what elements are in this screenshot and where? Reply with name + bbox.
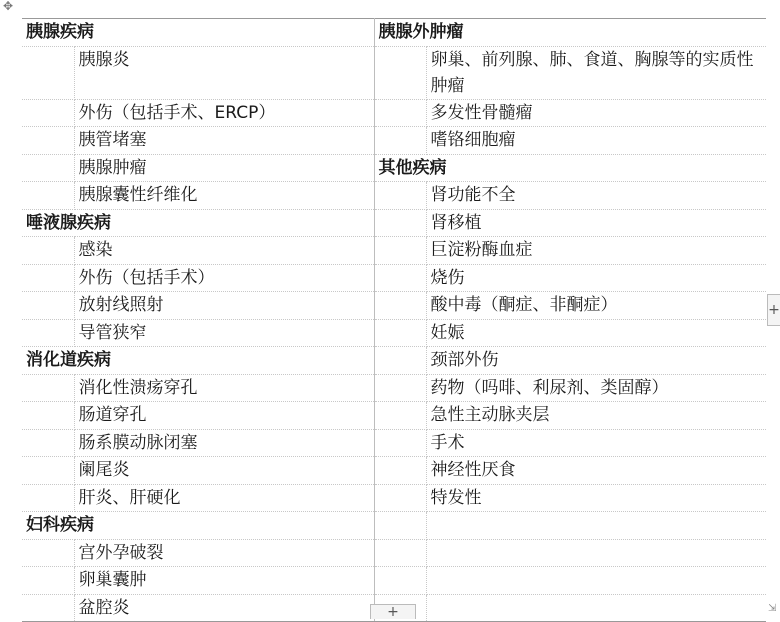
left-item: 胰腺囊性纤维化 <box>74 182 374 210</box>
right-item: 多发性骨髓瘤 <box>426 99 766 127</box>
table-row <box>22 484 766 512</box>
table-row <box>22 402 766 430</box>
right-item: 卵巢、前列腺、肺、食道、胸腺等的实质性肿瘤 <box>426 46 766 99</box>
table-row <box>22 237 766 265</box>
left-item: 外伤（包括手术） <box>74 264 374 292</box>
resize-grip-icon[interactable]: ⇲ <box>768 603 777 614</box>
left-item: 胰腺炎 <box>74 46 374 99</box>
table-row <box>22 319 766 347</box>
left-item: 肠系膜动脉闭塞 <box>74 429 374 457</box>
right-item: 颈部外伤 <box>426 347 766 375</box>
left-header: 胰腺疾病 <box>22 19 374 47</box>
table-row <box>22 567 766 595</box>
right-item: 神经性厌食 <box>426 457 766 485</box>
right-item: 肾移植 <box>426 209 766 237</box>
left-item: 胰腺肿瘤 <box>74 154 374 182</box>
right-item: 特发性 <box>426 484 766 512</box>
left-item: 消化性溃疡穿孔 <box>74 374 374 402</box>
add-column-button[interactable]: + <box>767 294 780 326</box>
left-item: 感染 <box>74 237 374 265</box>
add-row-button[interactable]: + <box>370 604 416 619</box>
right-item: 手术 <box>426 429 766 457</box>
right-item: 药物（吗啡、利尿剂、类固醇） <box>426 374 766 402</box>
right-item: 妊娠 <box>426 319 766 347</box>
table-row <box>22 539 766 567</box>
table-row <box>22 429 766 457</box>
right-item: 肾功能不全 <box>426 182 766 210</box>
right-section-title: 其他疾病 <box>374 154 766 182</box>
left-item: 肝炎、肝硬化 <box>74 484 374 512</box>
left-item: 盆腔炎 <box>74 594 374 622</box>
right-item: 巨淀粉酶血症 <box>426 237 766 265</box>
right-item: 烧伤 <box>426 264 766 292</box>
left-section-title: 消化道疾病 <box>22 347 374 375</box>
table-row <box>22 347 766 375</box>
left-item: 卵巢囊肿 <box>74 567 374 595</box>
right-item: 嗜铬细胞瘤 <box>426 127 766 155</box>
left-section-title: 妇科疾病 <box>22 512 374 540</box>
diseases-table <box>22 18 766 622</box>
left-item: 放射线照射 <box>74 292 374 320</box>
left-section-title: 唾液腺疾病 <box>22 209 374 237</box>
left-item: 导管狭窄 <box>74 319 374 347</box>
table-row <box>22 264 766 292</box>
table-row <box>22 292 766 320</box>
left-item: 胰管堵塞 <box>74 127 374 155</box>
left-item: 肠道穿孔 <box>74 402 374 430</box>
table-row <box>22 154 766 182</box>
table-row <box>22 127 766 155</box>
table-row <box>22 512 766 540</box>
table-row <box>22 99 766 127</box>
left-item: 外伤（包括手术、ERCP） <box>74 99 374 127</box>
left-item: 宫外孕破裂 <box>74 539 374 567</box>
table-row <box>22 182 766 210</box>
table-row <box>22 374 766 402</box>
right-header: 胰腺外肿瘤 <box>374 19 766 47</box>
table-row <box>22 19 766 47</box>
right-item: 酸中毒（酮症、非酮症） <box>426 292 766 320</box>
left-item: 阑尾炎 <box>74 457 374 485</box>
right-item: 急性主动脉夹层 <box>426 402 766 430</box>
table-row <box>22 209 766 237</box>
table-row <box>22 457 766 485</box>
table-move-handle-icon[interactable]: ✥ <box>2 0 14 13</box>
